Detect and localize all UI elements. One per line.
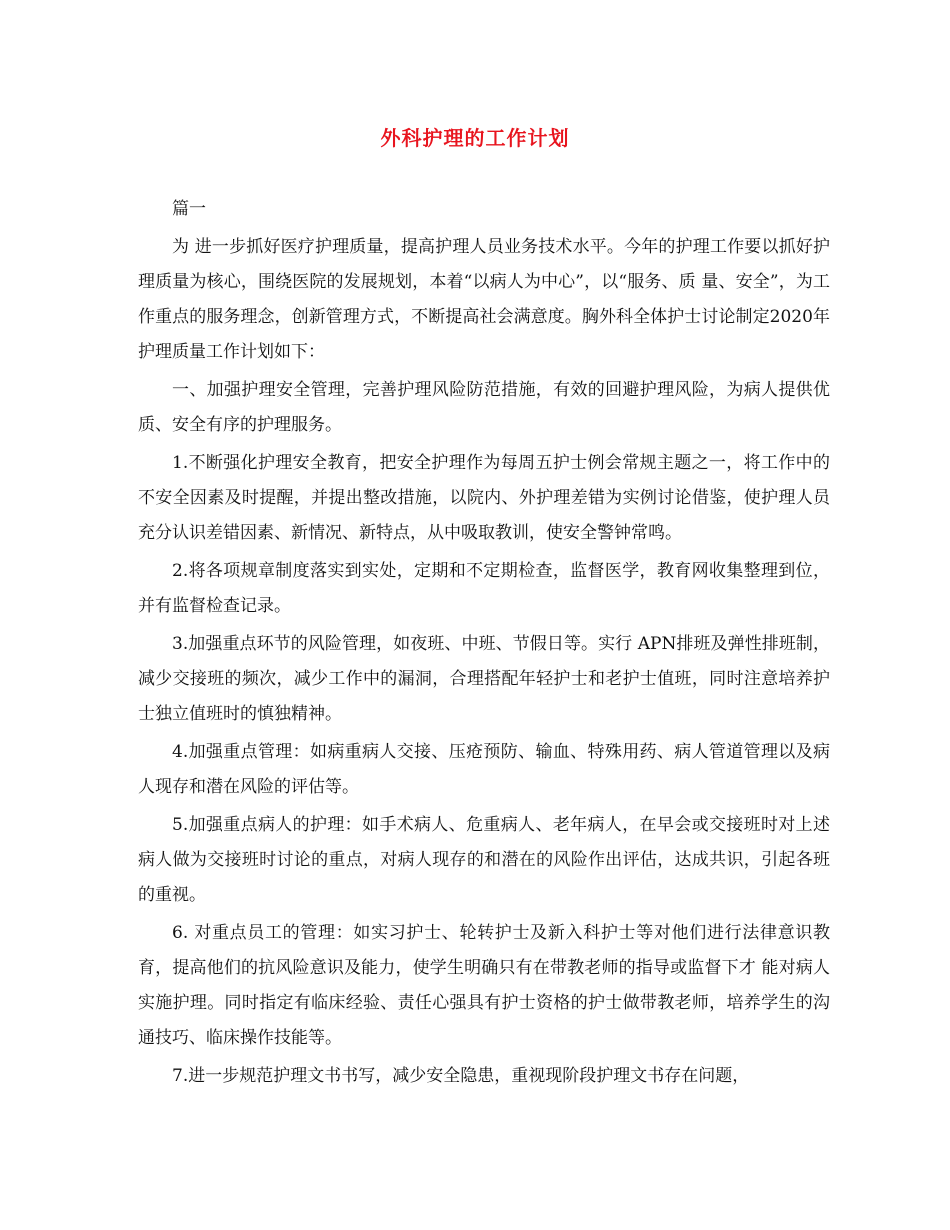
document-body xyxy=(138,192,830,1097)
document-title: 外科护理的工作计划 xyxy=(380,126,570,150)
paragraph-item-2: 2.将各项规章制度落实到实处，定期和不定期检查，监督医学，教育网收集整理到位，并有监督检查记录。 xyxy=(138,561,830,616)
paragraph-heading-1: 一、加强护理安全管理，完善护理风险防范措施，有效的回避护理风险，为病人提供优质、安全有序的护理服务。 xyxy=(138,380,830,435)
paragraph-intro: 为 进一步抓好医疗护理质量，提高护理人员业务技术水平。今年的护理工作要以抓好护理质量为核心，围绕医院的发展规划，本着“以病人为中心”，以“服务、质 量、安全”，为工作重点的服务理念，创新管理方式，不断提高社会满意度。胸外科全体护士讨论制定2020年护理质量工作计划如下： xyxy=(138,237,830,362)
paragraph-item-4: 4.加强重点管理：如病重病人交接、压疮预防、输血、特殊用药、病人管道管理以及病人现存和潜在风险的评估等。 xyxy=(138,742,830,797)
paragraph-item-7: 7.进一步规范护理文书书写，减少安全隐患，重视现阶段护理文书存在问题， xyxy=(172,1066,750,1086)
paragraph-section-label: 篇一 xyxy=(172,199,206,219)
paragraph-item-5: 5.加强重点病人的护理：如手术病人、危重病人、老年病人，在早会或交接班时对上述病人做为交接班时讨论的重点，对病人现存的和潜在的风险作出评估，达成共识，引起各班的重视。 xyxy=(138,815,830,905)
paragraph-item-1: 1.不断强化护理安全教育，把安全护理作为每周五护士例会常规主题之一，将工作中的不安全因素及时提醒，并提出整改措施，以院内、外护理差错为实例讨论借鉴，使护理人员充分认识差错因素、新情况、新特点，从中吸取教训，使安全警钟常鸣。 xyxy=(138,453,830,543)
paragraph-item-3: 3.加强重点环节的风险管理，如夜班、中班、节假日等。实行 APN排班及弹性排班制，减少交接班的频次，减少工作中的漏洞，合理搭配年轻护士和老护士值班，同时注意培养护士独立值班时的慎独精神。 xyxy=(138,634,830,724)
paragraph-item-6: 6. 对重点员工的管理：如实习护士、轮转护士及新入科护士等对他们进行法律意识教育，提高他们的抗风险意识及能力，使学生明确只有在带教老师的指导或监督下才 能对病人实施护理。同时指定有临床经验、责任心强具有护士资格的护士做带教老师，培养学生的沟通技巧、临床操作技能等。 xyxy=(138,923,830,1048)
